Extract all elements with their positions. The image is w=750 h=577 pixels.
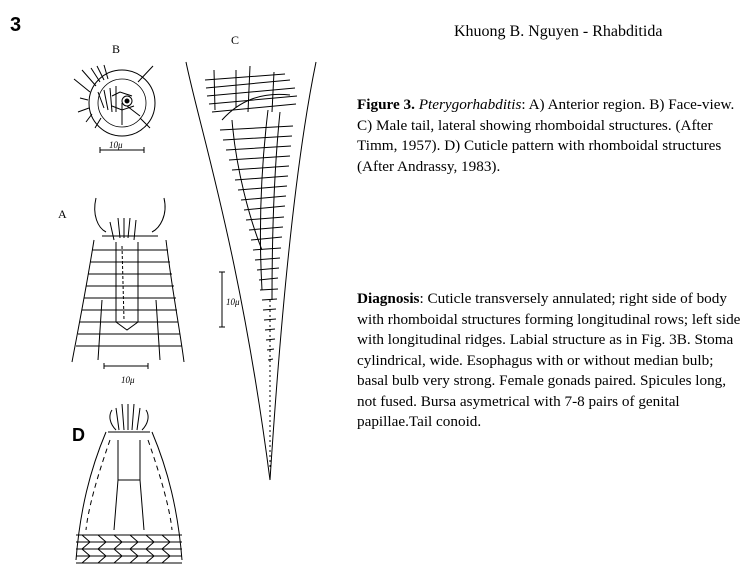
anterior-region-drawing <box>72 198 184 362</box>
cuticle-pattern-drawing <box>76 404 182 563</box>
panel-label-b: B <box>112 42 121 56</box>
male-tail-drawing <box>186 62 316 480</box>
panel-label-c: C <box>231 33 240 47</box>
scale-label-a: 10μ <box>121 375 135 385</box>
scale-label-b: 10μ <box>109 140 123 150</box>
diagnosis-heading: Diagnosis <box>357 290 420 307</box>
scale-label-c: 10μ <box>226 297 240 307</box>
panel-label-d: D <box>72 425 85 445</box>
running-header: Khuong B. Nguyen - Rhabditida <box>454 23 663 40</box>
face-view-drawing <box>74 65 155 136</box>
figure-caption-text: : A) Anterior region. B) Face-view. C) Male tail, lateral showing rhomboidal structures. (After Timm, 1957). D) Cuticle pattern with rhomboidal structures (After Andrassy, 1983). <box>357 96 735 175</box>
diagnosis-text: : Cuticle transversely annulated; right side of body with rhomboidal structures forming longitudinal rows; left side with longitudinal ridges. Labial structure as in Fig. 3B. Stoma cylindrical, wide. Esophagus with or without median bulb; basal bulb very strong. Female gonads paired. Spicules long, not fused. Bursa asymetrical with 7-8 pairs of genital papillae.Tail conoid. <box>357 290 741 430</box>
figure-label: Figure 3. <box>357 96 415 113</box>
figure-genus: Pterygorhabditis <box>418 96 522 113</box>
page-number: 3 <box>10 14 22 36</box>
panel-label-a: A <box>58 207 67 221</box>
